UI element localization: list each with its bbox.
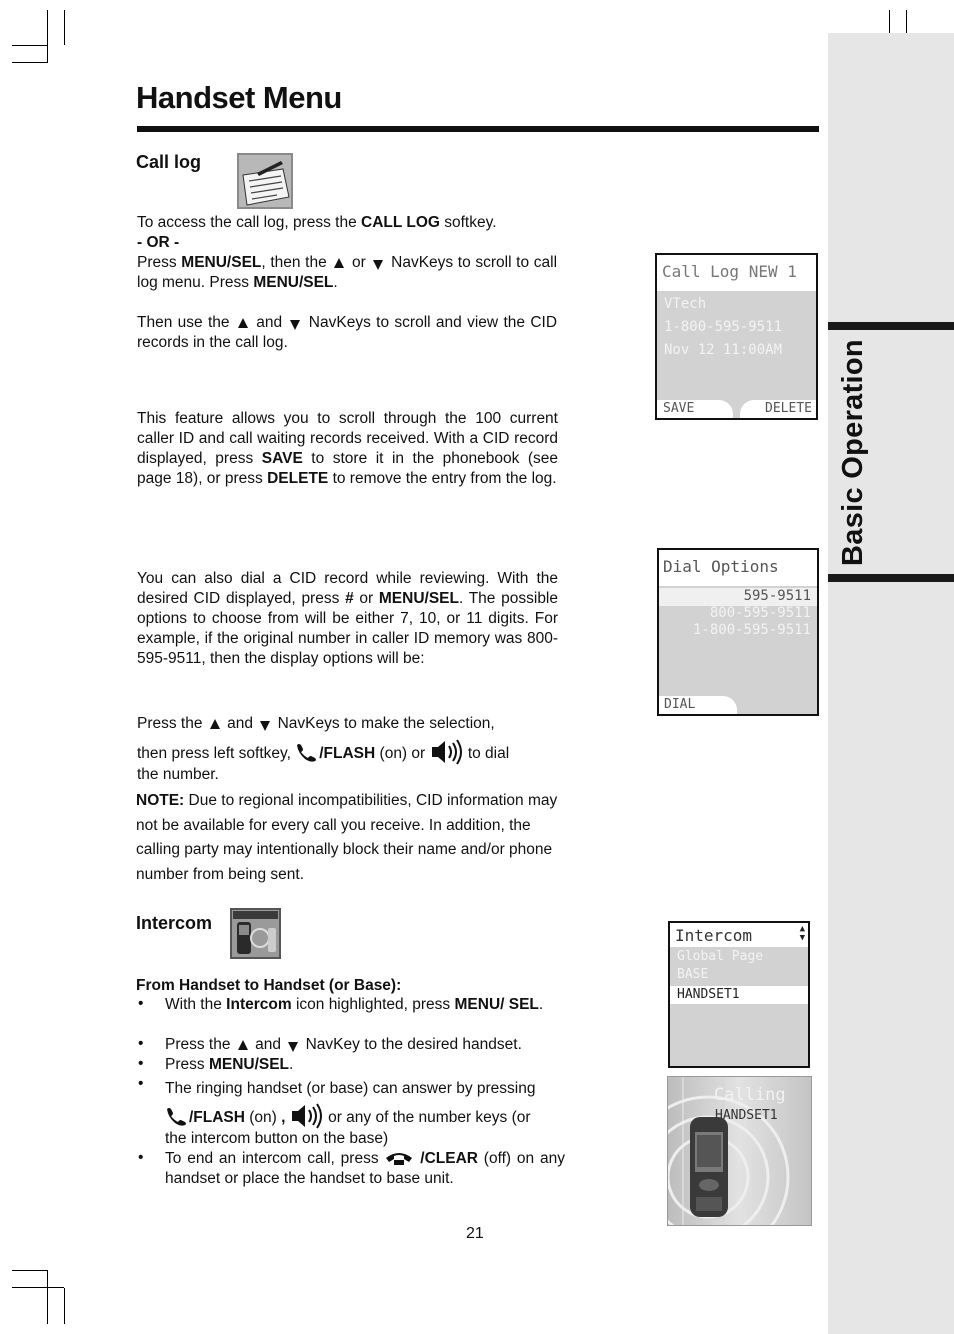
- crop-mark: [64, 10, 65, 45]
- up-arrow-icon: [238, 318, 248, 328]
- crop-mark: [12, 1270, 48, 1271]
- lcd-menu-item-selected: HANDSET1: [670, 986, 808, 1004]
- lcd-menu-item: BASE: [677, 967, 709, 982]
- call-log-paragraph-3: This feature allows you to scroll through the 100 current caller ID and call waiting records received. With a CID record displayed, press SAVE to store it in the phonebook (see page 18), or press DELETE to remove the entry from the log.: [137, 410, 558, 487]
- lcd-call-log: [655, 253, 818, 420]
- lcd-title: Intercom: [675, 926, 753, 945]
- down-arrow-icon: [373, 260, 383, 270]
- lcd-title: Call Log NEW 1: [662, 262, 797, 281]
- intercom-step-4: The ringing handset (or base) can answer by pressing /FLASH (on) , or any of the number keys (or: [165, 1075, 565, 1131]
- bullet: •: [138, 1075, 144, 1092]
- bullet: •: [138, 1055, 144, 1072]
- side-tab-background: [828, 33, 954, 1334]
- lcd-option: 595-9511: [743, 588, 811, 604]
- page-title: Handset Menu: [136, 80, 342, 115]
- intercom-step-3: Press MENU/SEL.: [165, 1056, 294, 1073]
- speaker-icon: [430, 738, 464, 766]
- intercom-step-4b: the intercom button on the base): [165, 1130, 389, 1147]
- call-log-paragraph-4: You can also dial a CID record while reviewing. With the desired CID displayed, press # or MENU/SEL. The possible options to choose from will be either 7, 10, or 11 digits. For example, if the original number in caller ID memory was 800-595-9511, then the display options will be:: [137, 570, 558, 667]
- intercom-heading: Intercom: [136, 913, 213, 933]
- calling-screen-image: [667, 1076, 812, 1226]
- lcd-softkey-dial: DIAL: [664, 697, 696, 712]
- phone-off-icon: [384, 1150, 414, 1166]
- down-arrow-icon: [290, 320, 300, 330]
- crop-mark: [12, 1287, 64, 1288]
- calling-handset: HANDSET1: [715, 1108, 778, 1123]
- call-log-paragraph-5: Press the and NavKeys to make the selection, then press left softkey, /FLASH (on) or to dial: [137, 710, 558, 768]
- lcd-line: 1-800-595-9511: [664, 319, 783, 335]
- crop-mark: [64, 1288, 65, 1324]
- bullet: •: [138, 1035, 144, 1052]
- bullet: •: [138, 1149, 144, 1166]
- up-arrow-icon: [334, 258, 344, 268]
- lcd-title: Dial Options: [663, 557, 779, 576]
- intercom-icon: [230, 908, 281, 959]
- bullet: •: [138, 995, 144, 1012]
- phone-on-icon: [165, 1106, 189, 1126]
- up-arrow-icon: [210, 719, 220, 729]
- up-arrow-icon: [238, 1040, 248, 1050]
- crop-mark: [12, 45, 48, 46]
- lcd-line: Nov 12 11:00AM: [664, 342, 783, 358]
- call-log-paragraph-1: To access the call log, press the CALL LOG softkey. - OR - Press MENU/SEL, then the or NavKeys to scroll to call log menu. Press MENU/SEL.: [137, 214, 558, 291]
- crop-mark: [12, 62, 48, 63]
- speaker-icon: [290, 1102, 324, 1130]
- lcd-option: 800-595-9511: [709, 605, 811, 621]
- side-tab-label: Basic Operation: [836, 338, 869, 566]
- intercom-step-1: With the Intercom icon highlighted, press MENU/ SEL.: [165, 996, 544, 1013]
- lcd-menu-item: Global Page: [677, 949, 764, 964]
- lcd-dial-options: [657, 548, 819, 716]
- intercom-step-5: To end an intercom call, press /CLEAR (off) on any handset or place the handset to base unit.: [165, 1150, 565, 1187]
- crop-mark: [47, 10, 48, 62]
- call-log-paragraph-5b: the number.: [137, 766, 219, 783]
- lcd-softkey-delete: DELETE: [765, 401, 812, 416]
- title-rule: [137, 126, 819, 132]
- note-paragraph: NOTE: Due to regional incompatibilities, CID information may not be available for every call you receive. In addition, the calling party may intentionally block their name and/or phone number from being sent.: [136, 792, 558, 883]
- crop-mark: [47, 1270, 48, 1324]
- down-arrow-icon: [260, 721, 270, 731]
- down-arrow-icon: [288, 1042, 298, 1052]
- intercom-subheading: From Handset to Handset (or Base):: [136, 977, 402, 994]
- scroll-arrows-icon: ▲ ▼: [799, 924, 805, 943]
- phone-on-icon: [295, 742, 319, 762]
- call-log-paragraph-2: Then use the and NavKeys to scroll and view the CID records in the call log.: [137, 314, 558, 351]
- page-number: 21: [466, 1225, 484, 1242]
- call-log-heading: Call log: [136, 152, 202, 172]
- lcd-intercom: [668, 921, 810, 1068]
- lcd-softkey-save: SAVE: [663, 401, 695, 416]
- lcd-option: 1-800-595-9511: [692, 622, 811, 638]
- lcd-line: VTech: [664, 296, 707, 312]
- intercom-step-2: Press the and NavKey to the desired handset.: [165, 1036, 522, 1053]
- call-log-icon: [237, 153, 293, 209]
- calling-text: Calling: [714, 1085, 786, 1105]
